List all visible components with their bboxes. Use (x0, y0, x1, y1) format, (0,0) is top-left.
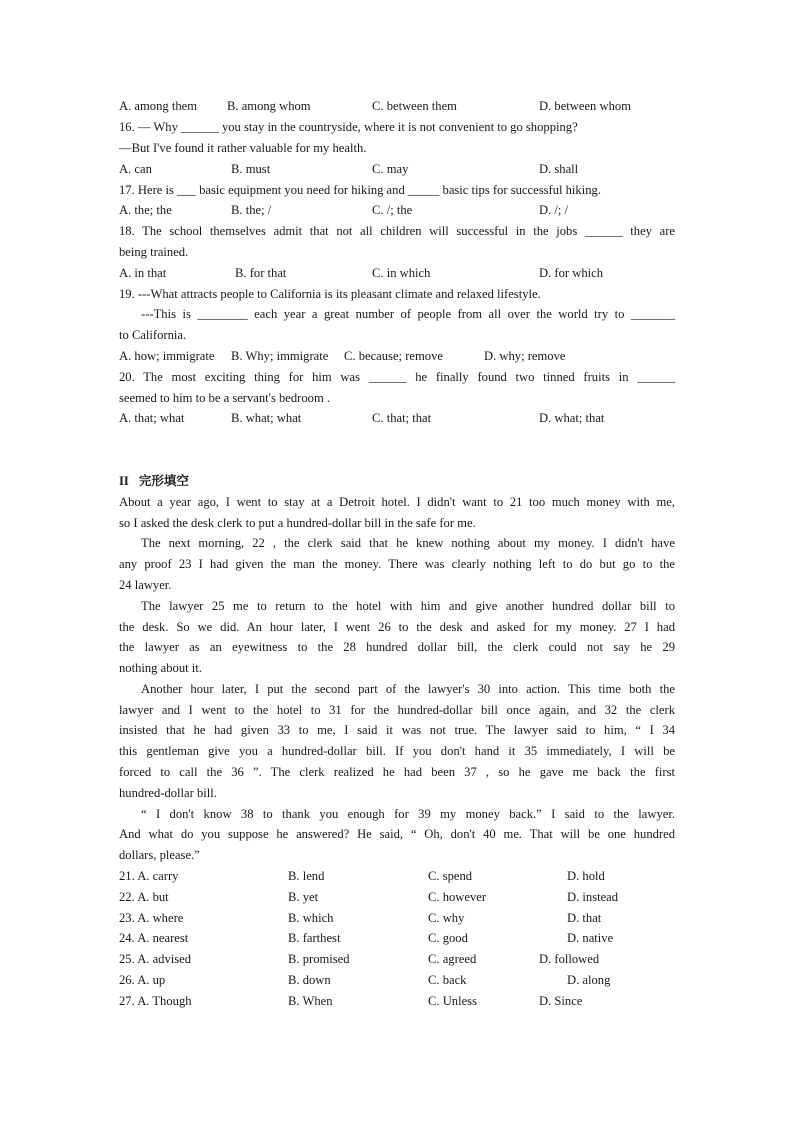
choice-c: C. Unless (428, 994, 477, 1008)
choice-d: D. followed (539, 952, 600, 966)
q18-option-c: C. in which (372, 266, 431, 280)
choice-b: B. promised (288, 952, 350, 966)
passage-line: 24 lawyer. (119, 578, 172, 592)
passage-line: this gentleman give you a hundred-dollar bill. If you don't hand it 35 immediately, I will be (119, 744, 675, 758)
q19-option-b: B. Why; immigrate (231, 349, 329, 363)
q20-option-c: C. that; that (372, 411, 432, 425)
q19-option-d: D. why; remove (484, 349, 566, 363)
q20-option-d: D. what; that (539, 411, 605, 425)
choice-a: 22. A. but (119, 890, 169, 904)
choice-c: C. however (428, 890, 487, 904)
q15-option-b: B. among whom (227, 99, 311, 113)
choice-c: C. back (428, 973, 467, 987)
passage-line: lawyer and I went to the hotel to 31 for the hundred-dollar bill once again, and 32 the clerk (119, 703, 675, 717)
choice-a: 26. A. up (119, 973, 166, 987)
q20-stem-line-1: 20. The most exciting thing for him was ______ he finally found two tinned fruits in ______ (119, 370, 675, 384)
choice-c: C. agreed (428, 952, 477, 966)
q18-stem-line-1: 18. The school themselves admit that not all children will successful in the jobs ______ they are (119, 224, 675, 238)
passage-line: the desk. So we did. An hour later, I went 26 to the desk and asked for my money. 27 I had (119, 620, 675, 634)
passage-line: “ I don't know 38 to thank you enough for 39 my money back.” I said to the lawyer. (141, 807, 675, 821)
choice-d: D. along (567, 973, 611, 987)
q17-option-c: C. /; the (372, 203, 413, 217)
q19-option-a: A. how; immigrate (119, 349, 215, 363)
passage-line: The lawyer 25 me to return to the hotel with him and give another hundred dollar bill to (141, 599, 675, 613)
choice-b: B. farthest (288, 931, 341, 945)
q19-reply-line-1: ---This is ________ each year a great number of people from all over the world try to _______ (141, 307, 675, 321)
q18-option-d: D. for which (539, 266, 604, 280)
choice-a: 21. A. carry (119, 869, 179, 883)
passage-line: dollars, please.” (119, 848, 200, 862)
q18-option-a: A. in that (119, 266, 167, 280)
q19-stem: 19. ---What attracts people to California is its pleasant climate and relaxed lifestyle. (119, 287, 541, 301)
q17-option-d: D. /; / (539, 203, 569, 217)
q20-option-a: A. that; what (119, 411, 185, 425)
q16-option-a: A. can (119, 162, 152, 176)
q19-reply-line-2: to California. (119, 328, 187, 342)
q16-option-c: C. may (372, 162, 409, 176)
passage-line: Another hour later, I put the second part of the lawyer's 30 into action. This time both the (141, 682, 675, 696)
q20-stem-line-2: seemed to him to be a servant's bedroom . (119, 391, 331, 405)
passage-line: so I asked the desk clerk to put a hundred-dollar bill in the safe for me. (119, 516, 476, 530)
q16-reply: —But I've found it rather valuable for my health. (119, 141, 367, 155)
q16-option-d: D. shall (539, 162, 579, 176)
q18-option-b: B. for that (235, 266, 287, 280)
passage-line: any proof 23 I had given the man the money. There was clearly nothing left to do but go to the (119, 557, 675, 571)
q15-option-a: A. among them (119, 99, 197, 113)
choice-b: B. which (288, 911, 334, 925)
choice-b: B. down (288, 973, 331, 987)
choice-b: B. yet (288, 890, 319, 904)
q20-option-b: B. what; what (231, 411, 302, 425)
choice-c: C. spend (428, 869, 473, 883)
q16-stem: 16. — Why ______ you stay in the countryside, where it is not convenient to go shopping? (119, 120, 578, 134)
choice-b: B. lend (288, 869, 325, 883)
choice-a: 23. A. where (119, 911, 184, 925)
q15-option-c: C. between them (372, 99, 457, 113)
choice-c: C. why (428, 911, 465, 925)
passage-line: nothing about it. (119, 661, 202, 675)
section-heading (119, 473, 189, 489)
passage-line: insisted that he had given 33 to me, I said it was not true. The lawyer said to him, “ I 34 (119, 723, 675, 737)
choice-d: D. native (567, 931, 614, 945)
choice-c: C. good (428, 931, 468, 945)
choice-b: B. When (288, 994, 333, 1008)
passage-line: The next morning, 22 , the clerk said that he knew nothing about my money. I didn't have (141, 536, 675, 550)
section-numeral: II (119, 474, 129, 488)
q17-stem: 17. Here is ___ basic equipment you need for hiking and _____ basic tips for successful hiking. (119, 183, 601, 197)
q16-option-b: B. must (231, 162, 271, 176)
q18-stem-line-2: being trained. (119, 245, 189, 259)
passage-line: hundred-dollar bill. (119, 786, 217, 800)
passage-line: And what do you suppose he answered? He said, “ Oh, don't 40 me. That will be one hundred (119, 827, 675, 841)
choice-d: D. hold (567, 869, 605, 883)
q17-option-a: A. the; the (119, 203, 172, 217)
q19-option-c: C. because; remove (344, 349, 443, 363)
choice-d: D. that (567, 911, 602, 925)
choice-d: D. instead (567, 890, 619, 904)
passage-line: forced to call the 36 ”. The clerk realized he had been 37 , so he gave me back the first (119, 765, 675, 779)
choice-a: 27. A. Though (119, 994, 192, 1008)
choice-a: 24. A. nearest (119, 931, 189, 945)
q17-option-b: B. the; / (231, 203, 272, 217)
section-title: 完形填空 (138, 473, 189, 488)
passage-line: the lawyer as an eyewitness to the 28 hundred dollar bill, the clerk could not say he 29 (119, 640, 675, 654)
choice-d: D. Since (539, 994, 583, 1008)
passage-line: About a year ago, I went to stay at a Detroit hotel. I didn't want to 21 too much money with me, (119, 495, 675, 509)
choice-a: 25. A. advised (119, 952, 192, 966)
q15-option-d: D. between whom (539, 99, 631, 113)
